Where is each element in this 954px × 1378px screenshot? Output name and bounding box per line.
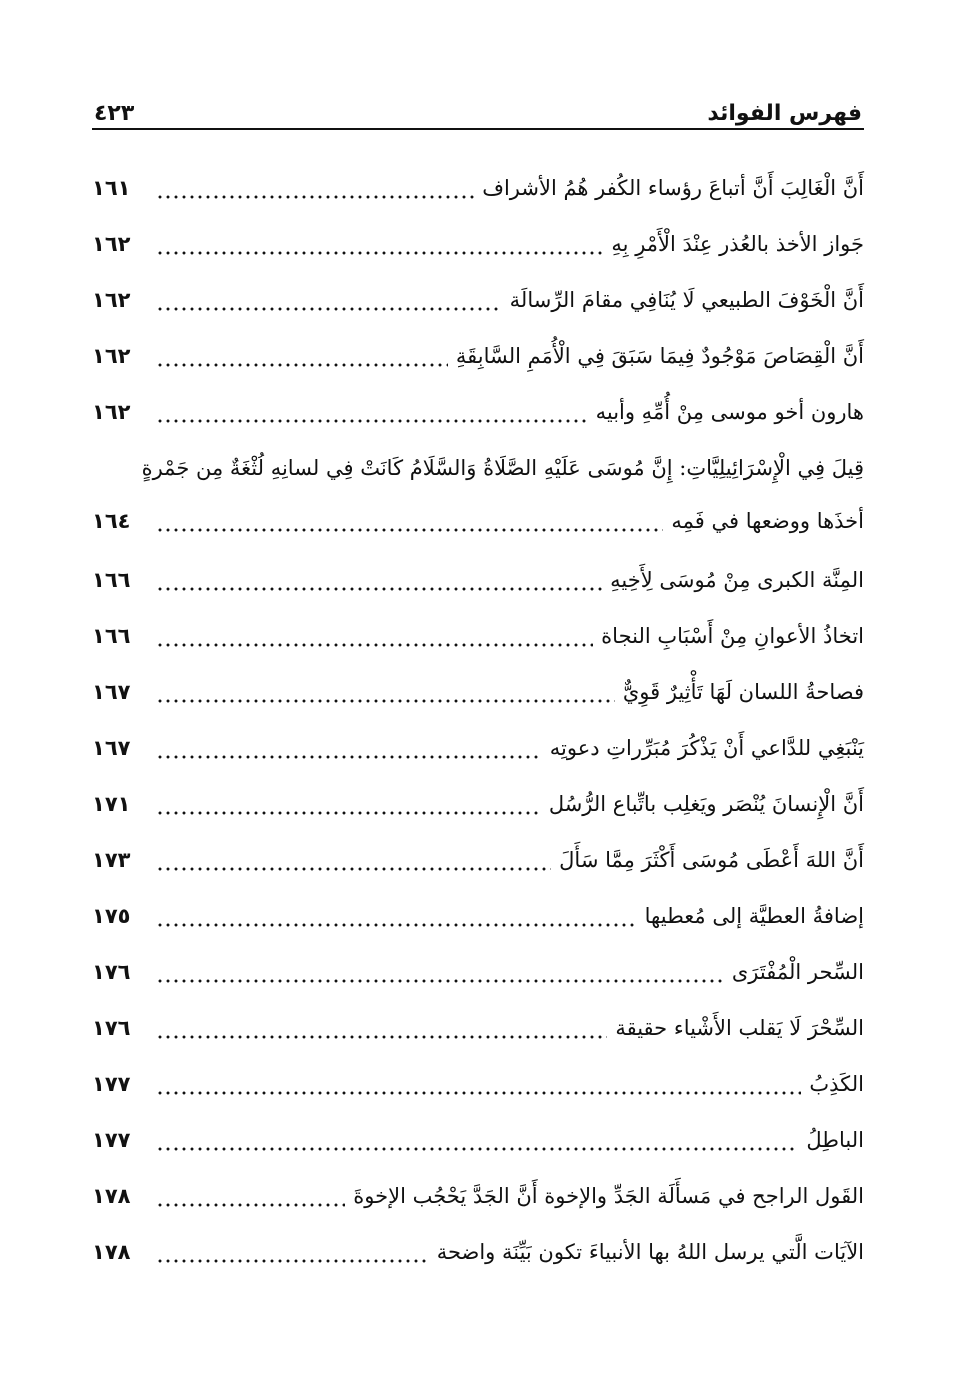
index-list	[92, 160, 864, 1280]
entry-page-number: ١٦٢	[92, 288, 131, 312]
index-entry	[92, 720, 864, 776]
page-number: ٤٢٣	[94, 101, 135, 126]
index-entry	[92, 608, 864, 664]
index-entry	[92, 944, 864, 1000]
entry-text: أَنَّ اللهَ أَعْطَى مُوسَى أَكْثَرَ مِمَّا سَأَلَ	[559, 847, 864, 872]
leader-dots	[156, 584, 602, 594]
leader-dots	[156, 360, 448, 370]
leader-dots	[156, 248, 603, 258]
leader-dots	[156, 1088, 801, 1098]
entry-page-number: ١٦١	[92, 176, 131, 200]
index-entry	[92, 832, 864, 888]
leader-dots	[156, 752, 542, 762]
entry-text: فصاحةُ اللسان لَهَا تَأْثِيرٌ قَوِيٌّ	[622, 679, 864, 704]
entry-text: يَنْبَغِي للدَّاعي أَنْ يَذْكُرَ مُبَرِّراتِ دعوتِه	[549, 735, 864, 760]
leader-dots	[156, 192, 474, 202]
index-entry	[92, 216, 864, 272]
leader-dots	[156, 976, 724, 986]
leader-dots	[156, 304, 502, 314]
entry-text: أَنَّ الْإِنسانَ يُنْصَر ويَغلِب باتِّباع الرُّسُل	[548, 791, 864, 816]
index-entry	[92, 160, 864, 216]
entry-page-number: ١٧١	[92, 792, 131, 816]
entry-text: هارون أخو موسى مِنْ أُمِّهِ وأبيه	[595, 399, 864, 424]
index-entry-multiline	[92, 440, 864, 552]
entry-text: إضافةُ العطيَّة إلى مُعطيها	[644, 903, 864, 928]
entry-text: الباطِلُ	[806, 1127, 864, 1152]
leader-dots	[156, 1144, 798, 1154]
entry-page-number: ١٧٨	[92, 1184, 131, 1208]
index-entry	[92, 1000, 864, 1056]
leader-dots	[156, 1256, 429, 1266]
index-entry	[92, 1224, 864, 1280]
index-entry	[92, 272, 864, 328]
entry-page-number: ١٧٣	[92, 848, 131, 872]
entry-page-number: ١٧٨	[92, 1240, 131, 1264]
index-entry	[92, 664, 864, 720]
index-entry	[92, 1112, 864, 1168]
entry-page-number: ١٦٢	[92, 232, 131, 256]
entry-page-number: ١٧٧	[92, 1128, 131, 1152]
leader-dots	[156, 920, 637, 930]
entry-text: الآيَات الَّتي يرسل اللهُ بها الأنبياءَ تكون بَيِّنَة واضحة	[436, 1239, 864, 1264]
index-entry	[92, 776, 864, 832]
index-entry	[92, 552, 864, 608]
index-entry	[92, 1056, 864, 1112]
index-entry	[92, 888, 864, 944]
page-header	[94, 86, 862, 126]
entry-text: جَواز الأخذ بالعُذر عِنْدَ الْأَمْرِ بِهِ	[611, 231, 864, 256]
entry-page-number: ١٧٦	[92, 1016, 131, 1040]
entry-text: السِّحر الْمُفْتَرَى	[731, 959, 864, 984]
entry-text: أَنَّ الْقِصَاصَ مَوْجُودٌ فِيمَا سَبَقَ فِي الْأُمَمِ السَّابِقَةِ	[455, 343, 864, 368]
leader-dots	[156, 808, 541, 818]
entry-text: الكَذِبُ	[809, 1071, 864, 1096]
leader-dots	[156, 864, 551, 874]
leader-dots	[156, 1032, 607, 1042]
entry-text: المِنَّة الكبرى مِنْ مُوسَى لِأَخِيهِ	[610, 567, 864, 592]
entry-text: أخذَها ووضعها في فَمِه	[671, 508, 864, 533]
entry-text: السِّحْرَ لَا يَقلب الأَشْياء حقيقة	[615, 1015, 864, 1040]
entry-page-number: ١٧٦	[92, 960, 131, 984]
entry-text: القَول الراجح في مَسأَلَة الجَدِّ والإخوة أَنَّ الجَدَّ يَحْجُب الإخوةَ	[353, 1183, 864, 1208]
leader-dots	[156, 696, 615, 706]
index-entry	[92, 1168, 864, 1224]
entry-text: اتخاذُ الأعوانِ مِنْ أَسْبَابِ النجاة	[601, 623, 864, 648]
leader-dots	[156, 525, 663, 535]
entry-page-number: ١٧٥	[92, 904, 131, 928]
leader-dots	[156, 1200, 345, 1210]
entry-text: أَنَّ الْخَوْفَ الطبيعي لَا يُنَافِي مقامَ الرِّسالَة	[509, 287, 864, 312]
entry-text-line1: قِيلَ فِي الْإِسْرَائِيلِيَّاتِ: إِنَّ مُوسَى عَلَيْهِ الصَّلَاةُ وَالسَّلَامُ كَانَتْ فِي لسانِهِ لُثْغَةٌ مِن جَمْرةٍ	[141, 456, 864, 480]
header-rule	[92, 128, 864, 130]
entry-page-number: ١٦٦	[92, 568, 131, 592]
entry-page-number: ١٦٦	[92, 624, 131, 648]
entry-page-number: ١٧٧	[92, 1072, 131, 1096]
leader-dots	[156, 640, 593, 650]
entry-page-number: ١٦٢	[92, 400, 131, 424]
entry-text: أَنَّ الْغَالِبَ أَنَّ أتباعَ رؤساء الكُفر هُمُ الأشراف	[482, 175, 864, 200]
leader-dots	[156, 416, 588, 426]
running-title: فهرس الفوائد	[707, 101, 862, 126]
index-entry	[92, 328, 864, 384]
entry-page-number: ١٦٢	[92, 344, 131, 368]
index-entry	[92, 384, 864, 440]
entry-page-number: ١٦٧	[92, 680, 131, 704]
entry-page-number: ١٦٤	[92, 509, 131, 533]
entry-line2	[92, 493, 864, 549]
entry-page-number: ١٦٧	[92, 736, 131, 760]
